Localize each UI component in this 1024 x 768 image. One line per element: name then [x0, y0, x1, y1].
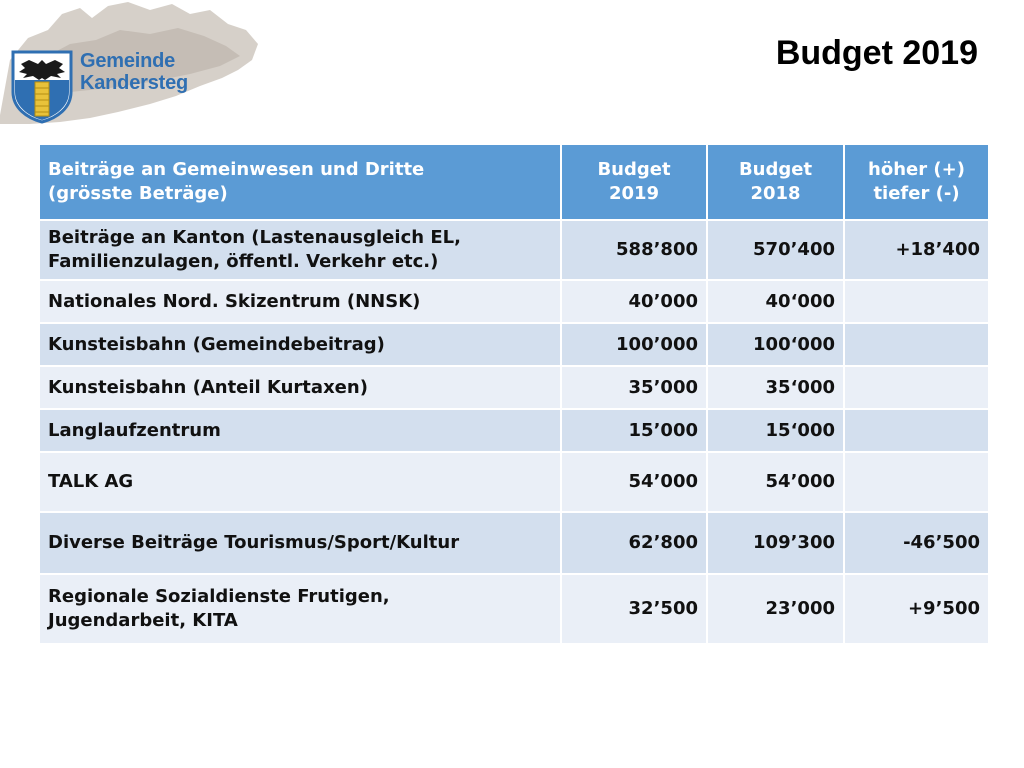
table-row [39, 452, 989, 512]
header-budget-2019 [561, 144, 707, 220]
row-budget-2018: 109’300 [707, 512, 844, 574]
header-label [39, 144, 561, 220]
row-label [39, 220, 561, 280]
row-label-line-1: Beiträge an Kanton (Lastenausgleich EL, [48, 227, 461, 248]
header-label-line-1: Beiträge an Gemeinwesen und Dritte [48, 159, 425, 180]
header-difference-line-1: höher (+) [868, 159, 965, 180]
row-budget-2019: 15’000 [561, 409, 707, 452]
logo-line-1: Gemeinde [80, 50, 176, 72]
row-budget-2018: 570’400 [707, 220, 844, 280]
logo-line-2: Kandersteg [80, 72, 189, 94]
row-difference [844, 280, 989, 323]
header-budget-2019-line-2: 2019 [608, 183, 660, 204]
header-difference [844, 144, 989, 220]
row-label: Kunsteisbahn (Anteil Kurtaxen) [39, 366, 561, 409]
row-difference [844, 323, 989, 366]
row-budget-2018: 100‘000 [707, 323, 844, 366]
row-budget-2018: 23’000 [707, 574, 844, 644]
table-row [39, 574, 989, 644]
header-difference-line-2: tiefer (-) [873, 183, 960, 204]
coat-of-arms-eagle-icon [11, 50, 73, 124]
row-budget-2018: 40‘000 [707, 280, 844, 323]
row-label [39, 574, 561, 644]
row-label-line-2: Familienzulagen, öffentl. Verkehr etc.) [48, 251, 439, 272]
table-row [39, 280, 989, 323]
budget-table [38, 143, 990, 645]
row-label: Nationales Nord. Skizentrum (NNSK) [39, 280, 561, 323]
table-row [39, 512, 989, 574]
header-budget-2019-line-1: Budget [597, 159, 671, 180]
row-budget-2019: 40’000 [561, 280, 707, 323]
row-label-line-1: Regionale Sozialdienste Frutigen, [48, 586, 390, 607]
row-budget-2019: 54’000 [561, 452, 707, 512]
table-row [39, 409, 989, 452]
row-budget-2018: 35‘000 [707, 366, 844, 409]
header-budget-2018-line-1: Budget [738, 159, 813, 180]
row-budget-2019: 100’000 [561, 323, 707, 366]
row-label: TALK AG [39, 452, 561, 512]
row-budget-2019: 62’800 [561, 512, 707, 574]
row-budget-2018: 15‘000 [707, 409, 844, 452]
table-row [39, 323, 989, 366]
logo-text [80, 50, 188, 94]
header-label-line-2: (grösste Beträge) [48, 183, 228, 204]
row-difference: -46’500 [844, 512, 989, 574]
row-difference: +9’500 [844, 574, 989, 644]
table-header-row [39, 144, 989, 220]
row-budget-2018: 54’000 [707, 452, 844, 512]
row-difference [844, 366, 989, 409]
table-row [39, 366, 989, 409]
row-label: Langlaufzentrum [39, 409, 561, 452]
row-difference [844, 452, 989, 512]
header-budget-2018-line-2: 2018 [750, 183, 801, 204]
row-difference [844, 409, 989, 452]
row-budget-2019: 35’000 [561, 366, 707, 409]
header-budget-2018 [707, 144, 844, 220]
row-label: Diverse Beiträge Tourismus/Sport/Kultur [39, 512, 561, 574]
slide-title: Budget 2019 [775, 34, 978, 72]
row-budget-2019: 32’500 [561, 574, 707, 644]
municipality-logo [0, 0, 265, 130]
table-row [39, 220, 989, 280]
row-budget-2019: 588’800 [561, 220, 707, 280]
row-difference: +18’400 [844, 220, 989, 280]
row-label: Kunsteisbahn (Gemeindebeitrag) [39, 323, 561, 366]
row-label-line-2: Jugendarbeit, KITA [48, 610, 238, 631]
